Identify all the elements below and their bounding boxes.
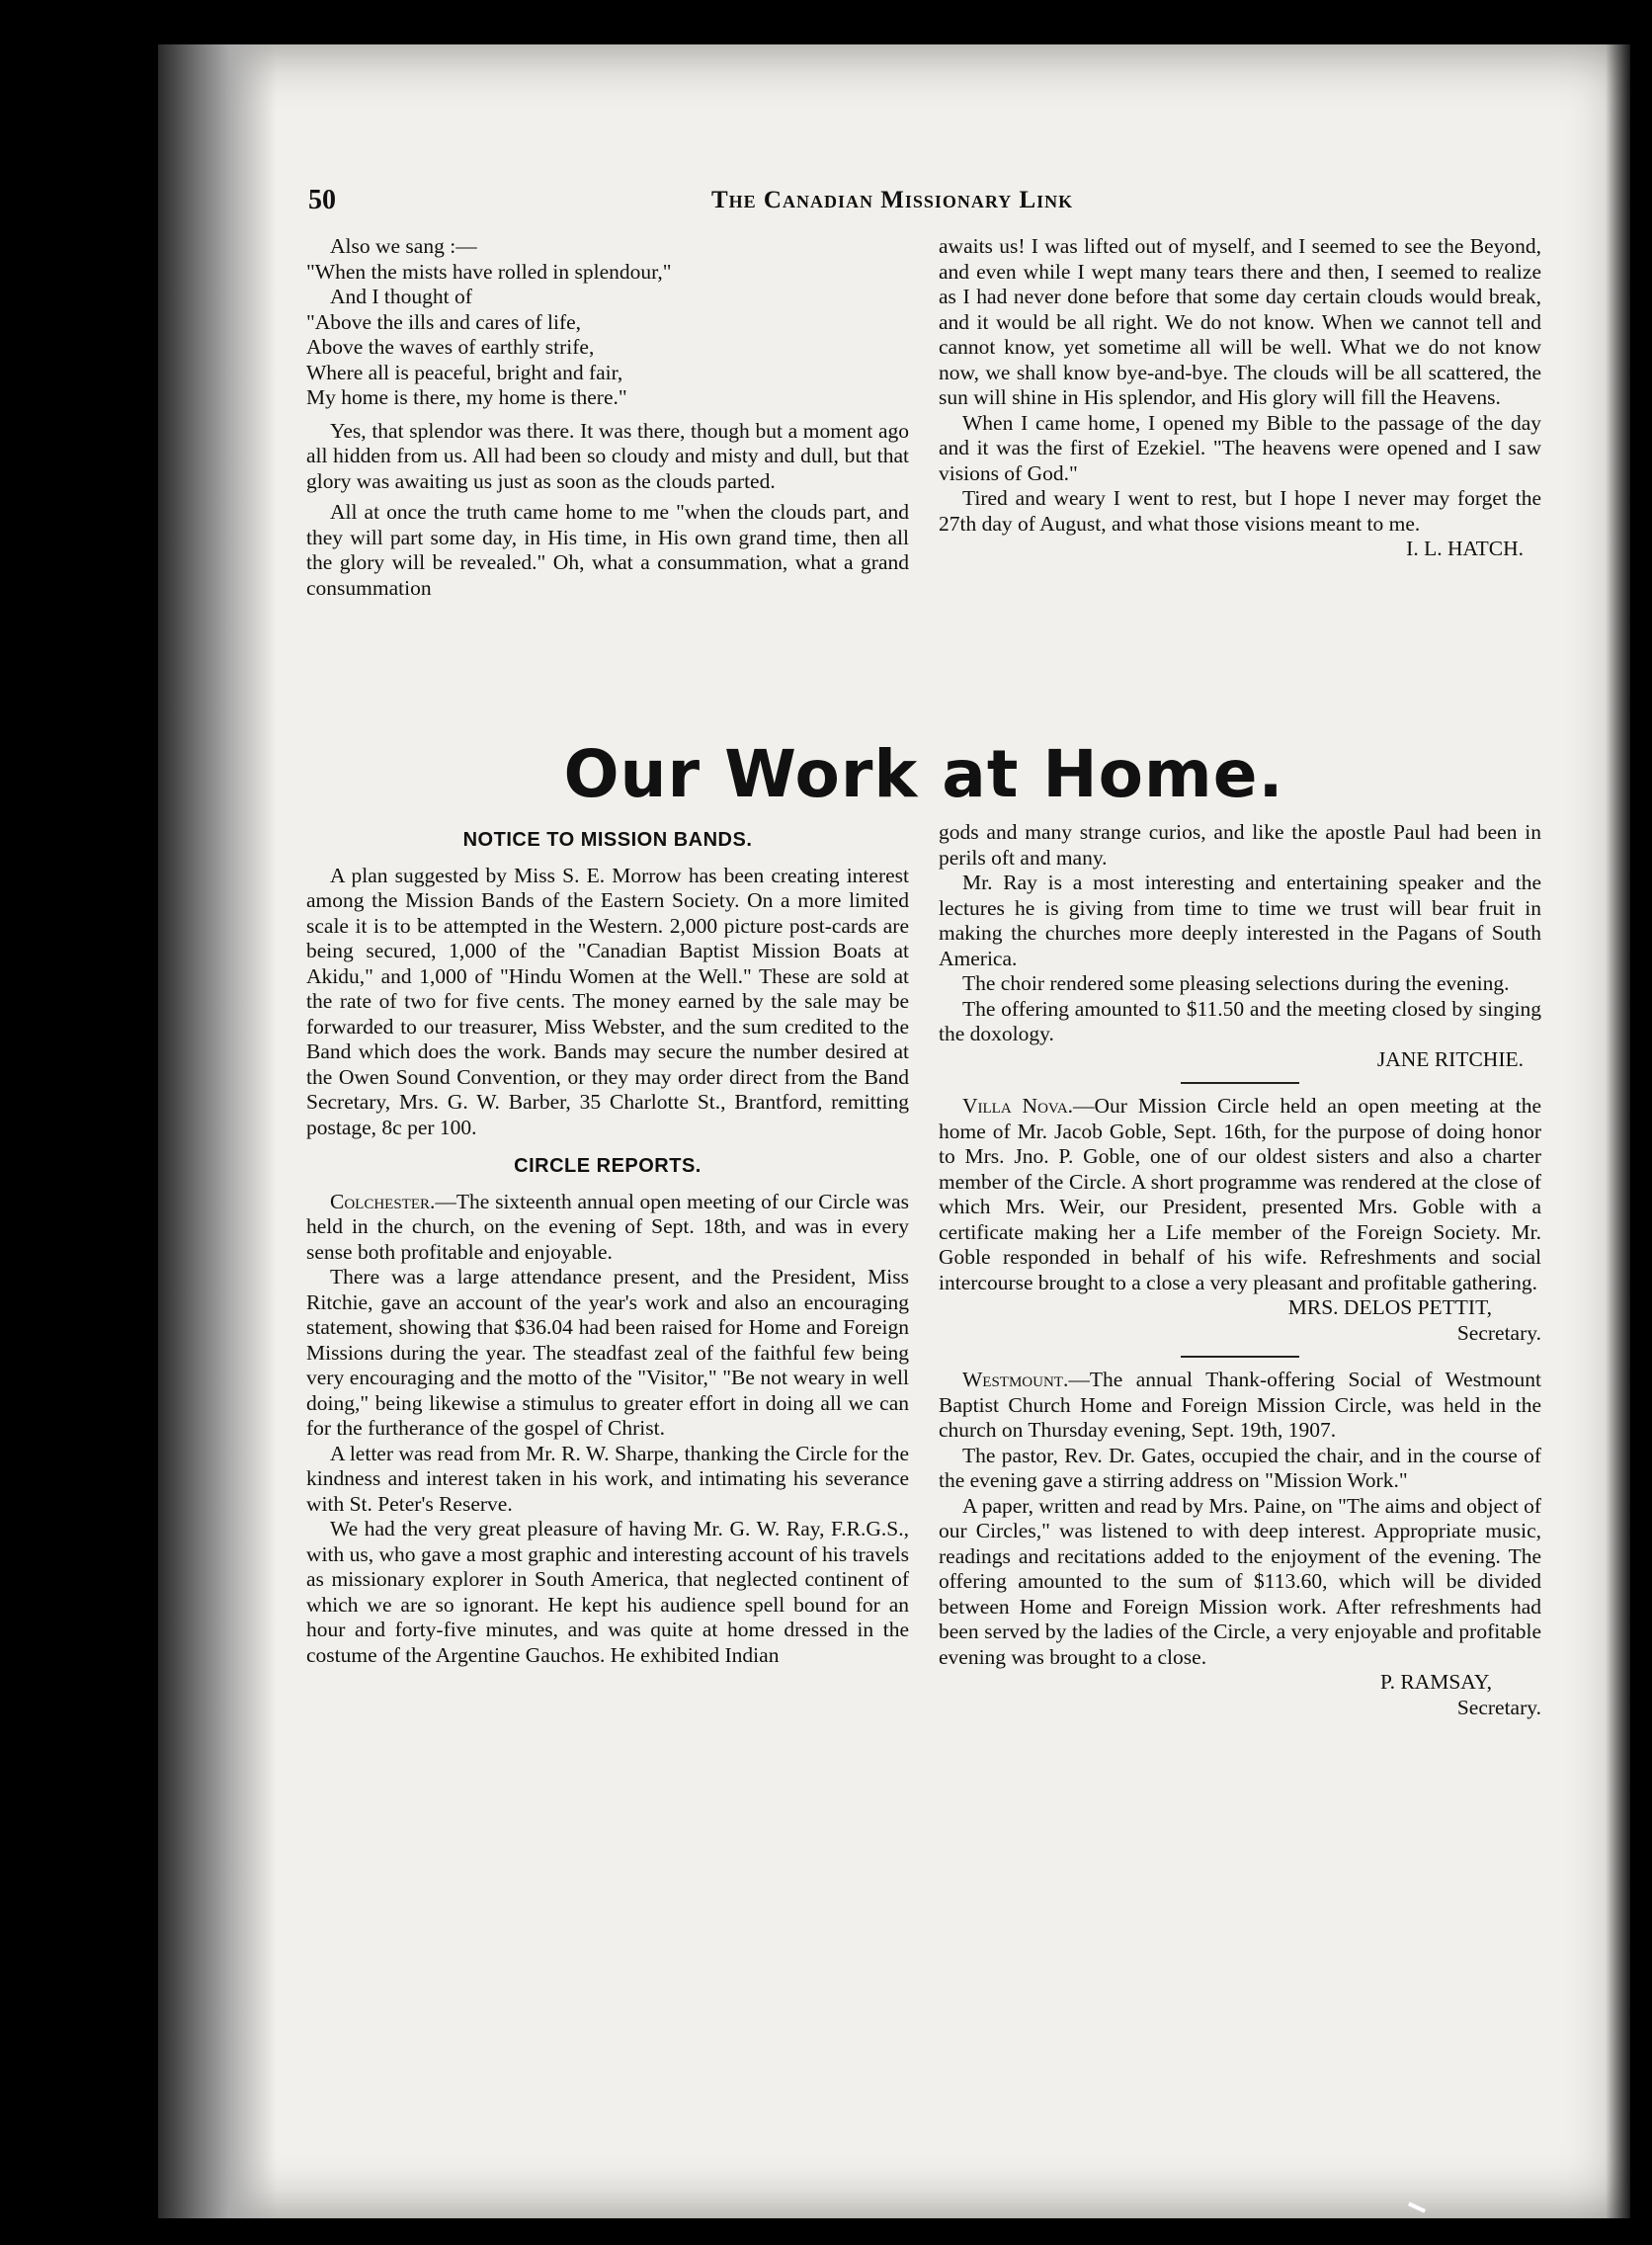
paragraph: All at once the truth came home to me "when the clouds part, and they will part some day, in His time, in His own grand time, then all the glory will be revealed." Oh, what a consummation, what a grand consummation <box>306 500 909 600</box>
page-edge-shadow <box>1606 44 1630 2218</box>
report-villa-nova <box>939 1094 1541 1295</box>
paragraph: Yes, that splendor was there. It was there, though but a moment ago all hidden from us. All had been so cloudy and misty and dull, but that glory was awaiting us just as soon as the clouds parted. <box>306 418 909 493</box>
circle-reports-heading: CIRCLE REPORTS. <box>514 1155 702 1177</box>
paragraph: gods and many strange curios, and like the apostle Paul had been in perils oft and many. <box>939 820 1541 870</box>
running-title: The Canadian Missionary Link <box>711 187 1074 213</box>
paragraph: We had the very great pleasure of having Mr. G. W. Ray, F.R.G.S., with us, who gave a most graphic and interesting account of his travels as missionary explorer in South America, that neglected continent of which we are so ignorant. He kept his audience spell bound for an hour and forty-five minutes, and was quite at home dressed in the costume of the Argentine Gauchos. He exhibited Indian <box>306 1517 909 1667</box>
paragraph: When I came home, I opened my Bible to the passage of the day and it was the first of Ezekiel. "The heavens were opened and I saw visions of God." <box>939 410 1541 485</box>
text-line: Also we sang :— <box>330 234 477 258</box>
verse-line: Where all is peaceful, bright and fair, <box>306 360 623 384</box>
report-text: —The sixteenth annual open meeting of our Circle was held in the church, on the evening of Sept. 18th, and was in every sense both profitable and enjoyable. <box>306 1189 909 1264</box>
top-right-column <box>939 234 1541 562</box>
signature-name: MRS. DELOS PETTIT, <box>1287 1295 1492 1319</box>
paragraph: The pastor, Rev. Dr. Gates, occupied the chair, and in the course of the evening gave a stirring address on "Mission Work." <box>939 1443 1541 1492</box>
text-line: "When the mists have rolled in splendour," <box>306 259 672 284</box>
verse-line: Above the waves of earthly strife, <box>306 335 595 359</box>
paragraph: A plan suggested by Miss S. E. Morrow has been creating interest among the Mission Bands of the Eastern Society. On a more limited scale it is to be attempted in the Western. 2,000 picture post-cards are being secured, 1,000 of the "Canadian Baptist Mission Boats at Akidu," and 1,000 of "Hindu Women at the Well." These are sold at the rate of two for five cents. The money earned by the sale may be forwarded to our treasurer, Miss Webster, and the sum credited to the Band which does the work. Bands may secure the number desired at the Owen Sound Convention, or they may order direct from the Band Secretary, Mrs. G. W. Barber, 35 Charlotte St., Brantford, remitting postage, 8c per 100. <box>306 863 909 1139</box>
report-westmount <box>939 1368 1541 1444</box>
signature: I. L. HATCH. <box>1406 537 1524 560</box>
signature-title: Secretary. <box>1456 1695 1541 1719</box>
report-colchester <box>306 1190 909 1266</box>
paragraph: Mr. Ray is a most interesting and entertaining speaker and the lectures he is giving from time to time we trust will bear fruit in making the churches more deeply interested in the Pagans of South America. <box>939 871 1541 970</box>
paragraph: The offering amounted to $11.50 and the meeting closed by singing the doxology. <box>939 996 1541 1045</box>
paragraph: There was a large attendance present, and the President, Miss Ritchie, gave an account of the year's work and also an encouraging statement, showing that $36.04 had been raised for Home and Foreign Missions during the year. The steadfast zeal of the faithful few being very encouraging and the motto of the "Visitor," "Be not weary in well doing," being likewise a stimulus to greater effort in doing all we can for the furtherance of the gospel of Christ. <box>306 1265 909 1440</box>
top-left-column <box>306 234 909 601</box>
paragraph: Tired and weary I went to rest, but I hope I never may forget the 27th day of August, and what those visions meant to me. <box>939 486 1541 536</box>
place-name: Colchester. <box>330 1189 436 1213</box>
signature: JANE RITCHIE. <box>1376 1046 1524 1071</box>
divider <box>1181 1082 1299 1084</box>
bottom-right-column <box>939 820 1541 1720</box>
bottom-left-column <box>306 820 909 1668</box>
verse-line: My home is there, my home is there." <box>306 385 627 409</box>
page-number: 50 <box>308 185 336 215</box>
paragraph: awaits us! I was lifted out of myself, and I seemed to see the Beyond, and even while I wept many tears there and then, I seemed to realize as I had never done before that some day certain clouds would break, and it would be all right. We do not know. When we cannot tell and cannot know, yet sometime all will be well. What we do not know now, we shall know bye-and-bye. The clouds will be all scattered, the sun will shine in His splendor, and His glory will fill the Heavens. <box>939 234 1541 409</box>
signature-title: Secretary. <box>1456 1320 1541 1345</box>
paragraph: A letter was read from Mr. R. W. Sharpe, thanking the Circle for the kindness and interest taken in his work, and intimating his severance with St. Peter's Reserve. <box>306 1441 909 1516</box>
signature-name: P. RAMSAY, <box>1380 1670 1492 1694</box>
notice-heading: NOTICE TO MISSION BANDS. <box>462 829 753 851</box>
verse-line: "Above the ills and cares of life, <box>306 309 582 334</box>
report-text: —Our Mission Circle held an open meeting at the home of Mr. Jacob Goble, Sept. 16th, for the purpose of doing honor to Mrs. Jno. P. Goble, one of our oldest sisters and also a charter member of the Circle. A short programme was rendered at the close of which Mrs. Weir, our President, presented Mrs. Goble with a certificate making her a Life member of the Foreign Society. Mr. Goble responded in behalf of his wife. Refreshments and social intercourse brought to a close a very pleasant and profitable gathering. <box>939 1094 1541 1294</box>
text-line: And I thought of <box>330 285 472 308</box>
divider <box>1181 1356 1299 1358</box>
place-name: Westmount. <box>962 1368 1069 1391</box>
report-text: —The annual Thank-offering Social of Westmount Baptist Church Home and Foreign Mission Circle, was held in the church on Thursday evening, Sept. 19th, 1907. <box>939 1368 1541 1442</box>
paragraph: The choir rendered some pleasing selections during the evening. <box>962 971 1510 995</box>
book-spine-shadow <box>158 44 277 2218</box>
paragraph: A paper, written and read by Mrs. Paine, on "The aims and object of our Circles," was listened to with deep interest. Appropriate music, readings and recitations added to the enjoyment of the evening. The offering amounted to the sum of $113.60, which will be divided between Home and Foreign Mission work. After refreshments had been served by the ladies of the Circle, a very enjoyable and profitable evening was brought to a close. <box>939 1493 1541 1669</box>
page-header <box>306 183 1541 222</box>
section-title: Our Work at Home. <box>563 736 1284 812</box>
place-name: Villa Nova. <box>962 1094 1074 1118</box>
